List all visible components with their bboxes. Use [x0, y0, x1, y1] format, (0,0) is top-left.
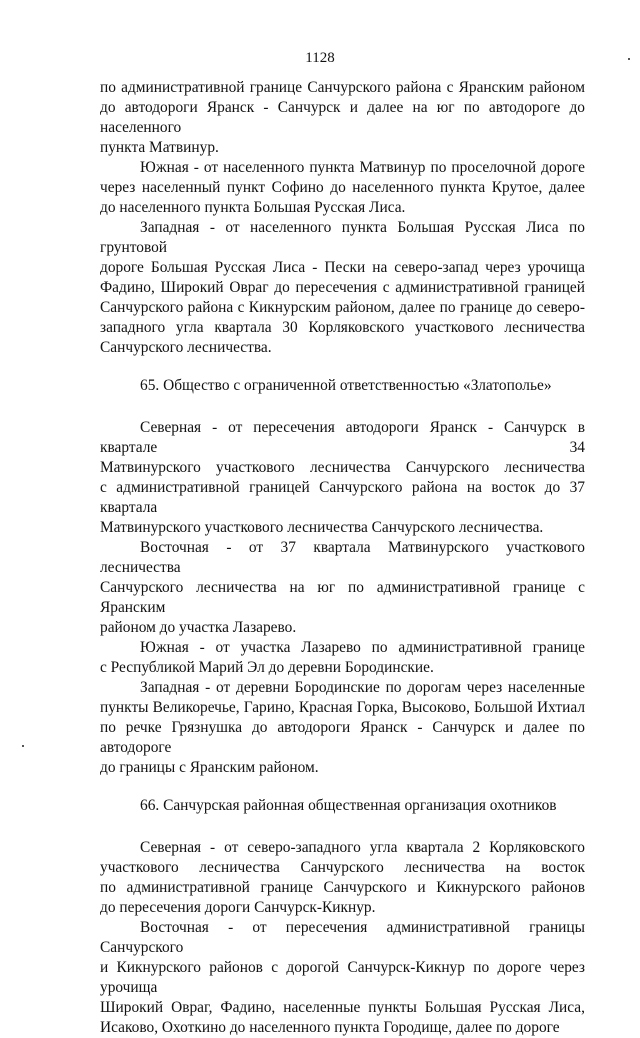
text-line: по административной границе Санчурского и Кикнурского районов: [100, 879, 585, 896]
paragraph: [100, 918, 585, 1038]
text-line: Матвинурского участкового лесничества Санчурского лесничества.: [100, 519, 544, 536]
text-line: Широкий Овраг, Фадино, населенные пункты Большая Русская Лиса,: [100, 999, 585, 1016]
text-line: через населенный пункт Софино до населенного пункта Крутое, далее: [100, 179, 585, 196]
text-line: с Республикой Марий Эл до деревни Бородинские.: [100, 659, 434, 676]
text-line: пункты Великоречье, Гарино, Красная Горка, Высоково, Большой Ихтиал: [100, 699, 585, 716]
text-line: до пересечения дороги Санчурск-Кикнур.: [100, 899, 376, 916]
text-line: Южная - от участка Лазарево по административной границе: [140, 639, 585, 656]
text-line: до автодороги Яранск - Санчурск и далее на юг по автодороге до населенного: [100, 99, 585, 136]
paragraph: [100, 158, 585, 218]
paragraph: [100, 418, 585, 538]
text-line: Западная - от деревни Бородинские по дорогам через населенные: [140, 679, 585, 696]
paragraph: [100, 638, 585, 678]
text-line: по административной границе Санчурского района с Яранским районом: [100, 79, 585, 96]
scan-speck: [628, 58, 630, 60]
section-heading: 65. Общество с ограниченной ответственностью «Златополье»: [140, 377, 552, 394]
text-line: по речке Грязнушка до автодороги Яранск - Санчурск и далее по автодороге: [100, 719, 585, 756]
text-line: до населенного пункта Большая Русская Лиса.: [100, 199, 406, 216]
text-line: дороге Большая Русская Лиса - Пески на северо-запад через урочища: [100, 259, 585, 276]
text-line: Западная - от населенного пункта Большая Русская Лиса по грунтовой: [100, 219, 585, 256]
document-body: [100, 78, 585, 1038]
text-line: Северная - от северо-западного угла квартала 2 Корляковского: [140, 839, 585, 856]
paragraph: [100, 678, 585, 778]
text-line: районом до участка Лазарево.: [100, 619, 297, 636]
text-line: Санчурского лесничества.: [100, 339, 272, 356]
page-number: 1128: [305, 50, 335, 66]
text-line: Фадино, Широкий Овраг до пересечения с административной границей: [100, 279, 585, 296]
text-line: Южная - от населенного пункта Матвинур по проселочной дороге: [140, 159, 585, 176]
text-line: до границы с Яранским районом.: [100, 759, 319, 776]
paragraph: [100, 838, 585, 918]
text-line: пункта Матвинур.: [100, 139, 219, 156]
text-line: участкового лесничества Санчурского лесничества на восток: [100, 859, 585, 876]
text-line: и Кикнурского районов с дорогой Санчурск-Кикнур по дороге через урочища: [100, 959, 585, 996]
section-heading: 66. Санчурская районная общественная организация охотников: [140, 797, 557, 814]
text-line: Северная - от пересечения автодороги Яранск - Санчурск в квартале 34: [100, 419, 585, 456]
paragraph: [100, 78, 585, 158]
text-line: Восточная - от 37 квартала Матвинурского участкового лесничества: [100, 539, 585, 576]
text-line: Санчурского района с Кикнурским районом, далее по границе до северо-: [100, 299, 585, 316]
text-line: Исаково, Охоткино до населенного пункта Городище, далее по дороге: [100, 1019, 560, 1036]
text-line: с административной границей Санчурского района на восток до 37 квартала: [100, 479, 585, 516]
paragraph: [100, 218, 585, 358]
text-line: Восточная - от пересечения административной границы Санчурского: [100, 919, 585, 956]
text-line: Матвинурского участкового лесничества Санчурского лесничества: [100, 459, 585, 476]
scan-speck: [22, 745, 24, 747]
paragraph: [100, 538, 585, 638]
text-line: Санчурского лесничества на юг по административной границе с Яранским: [100, 579, 585, 616]
text-line: западного угла квартала 30 Корляковского участкового лесничества: [100, 319, 585, 336]
